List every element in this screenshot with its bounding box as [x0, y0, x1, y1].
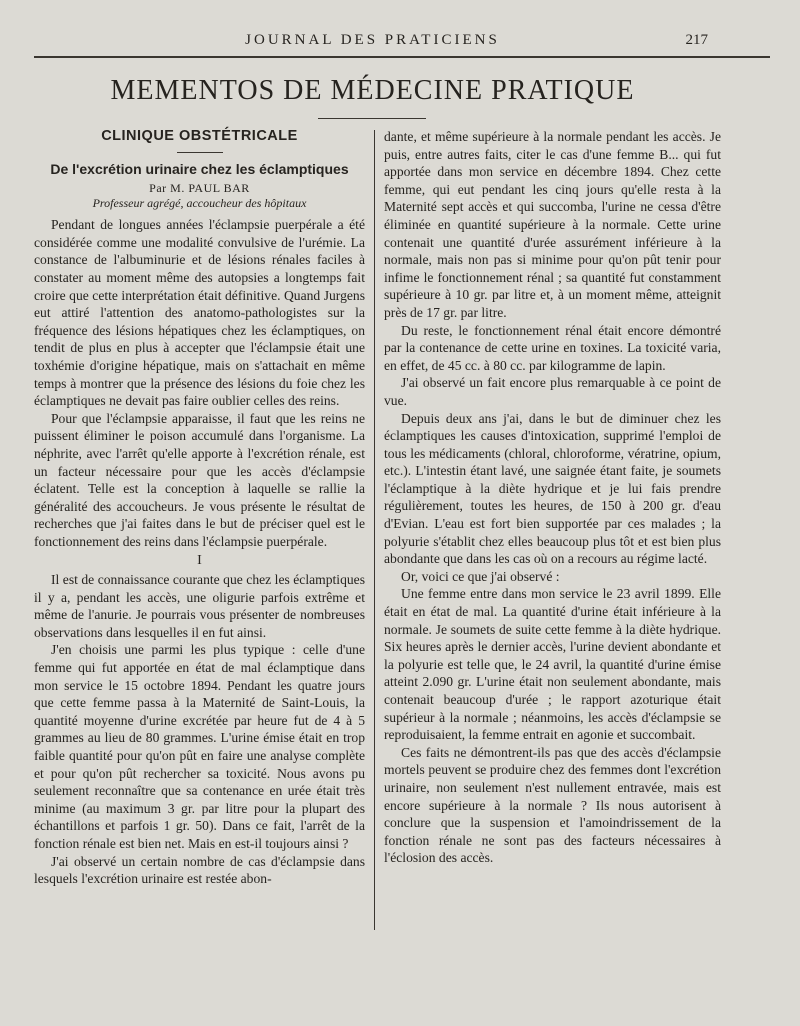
paragraph-continued: dante, et même supérieure à la normale pendant les accès. Je puis, entre autres faits, citer le cas d'une femme B... qui fut apportée dans mon service en décembre 1894. Chez cette femme, qui eut pendant les cinq jours qu'elle resta à la Maternité sept accès et qui succomba, l'urine ne cessa d'être éliminée en quantité supérieure à la normale. Cette urine contenait une quantité d'urée assurément inférieure à la normale, mais non pas si minime pour qu'on pût tenir pour infime le fonctionnement rénal ; sa quantité fut constamment supérieure à 10 gr. par litre et, à un moment même, atteignit près de 17 gr. par litre. — [384, 129, 721, 320]
running-head — [0, 30, 800, 50]
left-column — [34, 124, 365, 888]
paragraph: J'ai observé un certain nombre de cas d'éclampsie dans lesquels l'excrétion urinaire est restée abon- — [34, 853, 365, 887]
journal-title: JOURNAL DES PRATICIENS — [245, 32, 500, 48]
paragraph: Une femme entre dans mon service le 23 avril 1899. Elle était en état de mal. La quantité d'urine était inférieure à la normale. Je soumets de suite cette femme à la diète hydrique. Six heures après le dernier accès, l'urine devient abondante et la polyurie est telle que, le 24 avril, la quantité d'urine émise atteint 2.090 gr. L'urine était non seulement abondante, mais contenait beaucoup d'urée ; le rapport azoturique était supérieur à la normale ; néanmoins, les accès d'éclampsie se reproduisaient, la femme entrait en agonie et succombait. — [384, 586, 721, 743]
column-divider — [374, 130, 375, 930]
rubric-heading: CLINIQUE OBSTÉTRICALE — [101, 128, 298, 144]
paragraph: Pendant de longues années l'éclampsie puerpérale a été considérée comme une modalité convulsive de l'urémie. La constance de l'albuminurie et de lésions rénales faciles à constater au moment même des autopsies a longtemps fait croire que cette interprétation était définitive. Quand Jurgens eut attiré l'attention des anatomo-pathologistes sur la fréquence des lésions hépatiques chez les éclamptiques, on tendit de plus en plus à accepter que l'éclampsie était une toxhémie d'origine hépatique, mais on s'attachait en même temps à montrer que la présence des lésions du foie chez les éclamptiques ne devait pas faire oublier celles des reins. — [34, 217, 365, 409]
section-numeral: I — [197, 553, 202, 569]
paragraph: Or, voici ce que j'ai observé : — [401, 568, 560, 584]
paragraph: J'ai observé un fait encore plus remarquable à ce point de vue. — [384, 375, 721, 408]
article-title: De l'excrétion urinaire chez les éclamptiques — [50, 160, 349, 177]
title-underline — [318, 118, 426, 119]
page-number: 217 — [685, 32, 708, 48]
header-rule — [34, 56, 770, 58]
paragraph: J'en choisis une parmi les plus typique : celle d'une femme qui fut apportée en état de mal éclamptique dans mon service le 15 octobre 1894. Pendant les quatre jours que cette femme passa à la Maternité de Saint-Louis, la quantité moyenne d'urine excrétée par heure fut de 4 à 5 grammes au lieu de 80 grammes. L'urine émise était en trop faible quantité pour qu'on pût en faire une analyse complète et pour qu'on pût rechercher sa toxicité. Nous avons pu seulement reconnaître que sa contenance en urée était très minime (au maximum 3 gr. par litre pour la plupart des échantillons et parfois 1 gr. 50). Dans ce fait, l'arrêt de la fonction rénale est bien net. Mais en est-il toujours ainsi ? — [34, 642, 365, 851]
paragraph: Pour que l'éclampsie apparaisse, il faut que les reins ne puissent éliminer le poison accumulé dans l'organisme. La néphrite, avec l'arrêt qu'elle apporte à l'excrétion rénale, est un facteur nécessaire pour que les accès d'éclampsie éclatent. Telle est la conception à laquelle se rallie la généralité des accoucheurs. Je vous présente le résultat de recherches que j'ai faites dans le but de préciser quel est le fonctionnement des reins dans l'éclampsie puerpérale. — [34, 410, 365, 549]
section-title: MEMENTOS DE MÉDECINE PRATIQUE — [110, 75, 635, 106]
right-column — [384, 128, 721, 867]
rubric-rule — [177, 152, 223, 153]
author-byline: Par M. PAUL BAR — [149, 181, 250, 196]
author-affiliation: Professeur agrégé, accoucheur des hôpitaux — [92, 196, 307, 211]
paragraph: Ces faits ne démontrent-ils pas que des accès d'éclampsie mortels peuvent se produire chez des femmes dont l'excrétion urinaire, non seulement n'est nullement entravée, mais est encore supérieure à la normale ? Ils nous autorisent à conclure que la suspension et l'amoindrissement de la fonction rénale ne sont pas des facteurs nécessaires à l'éclosion des accès. — [384, 744, 721, 866]
paragraph: Du reste, le fonctionnement rénal était encore démontré par la contenance de cette urine en toxines. La toxicité varia, en effet, de 45 cc. à 80 cc. par kilogramme de lapin. — [384, 322, 721, 373]
paragraph: Depuis deux ans j'ai, dans le but de diminuer chez les éclamptiques les causes d'intoxication, supprimé l'emploi de tous les médicaments (chloral, chloroforme, vératrine, opium, etc.). L'intestin étant lavé, une saignée étant faite, je soumets l'éclamptique à la diète hydrique et je lui fais prendre régulièrement, toutes les heures, de 150 à 200 gr. d'eau d'Evian. L'eau est fort bien supportée par ces malades ; la polyurie s'établit chez elles beaucoup plus tôt et est bien plus abondante que dans les cas où on a recours au régime lacté. — [384, 410, 721, 567]
paragraph: Il est de connaissance courante que chez les éclamptiques il y a, pendant les accès, une oligurie parfois extrême et même de l'anurie. Je pourrais vous présenter de nombreuses observations dans lesquelles il en fut ainsi. — [34, 572, 365, 640]
